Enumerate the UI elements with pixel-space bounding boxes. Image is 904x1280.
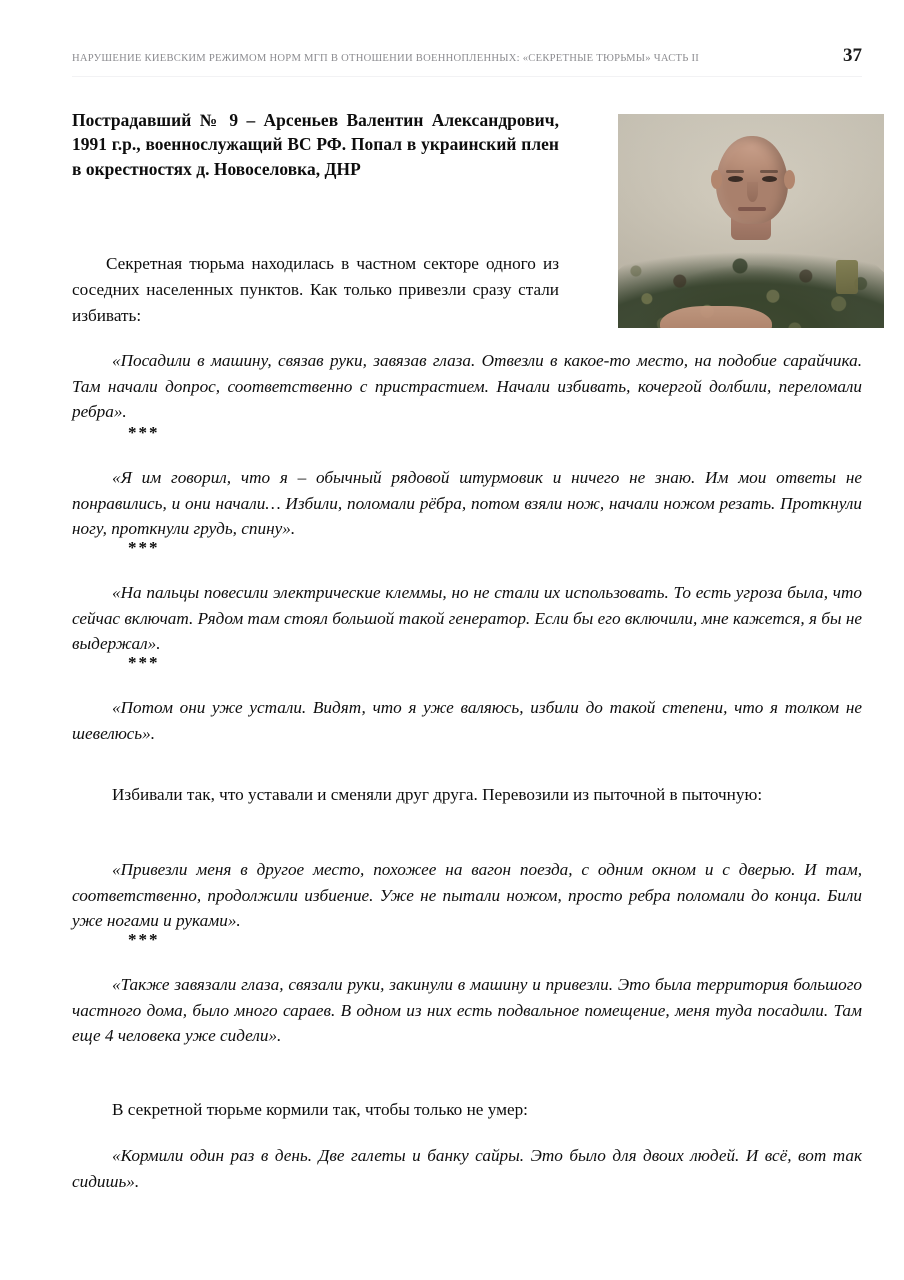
article-heading-text: Пострадавший № 9 – Арсеньев Валентин Александрович, 1991 г.р., военнослужащий ВС РФ. Попал в украинский плен в окрестностях д. Новоселовка, ДНР <box>72 109 559 180</box>
testimony-quote-2 <box>72 465 862 541</box>
section-separator-3 <box>72 654 862 671</box>
intro-paragraph <box>72 251 559 328</box>
portrait-photo-figure <box>618 114 884 328</box>
section-separator-4 <box>72 931 862 948</box>
testimony-quote-1 <box>72 348 862 424</box>
intro-paragraph-text: Секретная тюрьма находилась в частном секторе одного из соседних населенных пунктов. Как только привезли сразу стали избивать: <box>72 254 559 325</box>
testimony-quote-6-text: «Также завязали глаза, связали руки, закинули в машину и привезли. Это была территория большого частного дома, было много сараев. В одном из них есть подвальное помещение, меня туда посадили. Там еще 4 человека уже сидели». <box>72 975 862 1046</box>
narrative-paragraph-3-text: В секретной тюрьме кормили так, чтобы только не умер: <box>112 1100 528 1120</box>
testimony-quote-7-text: «Кормили один раз в день. Две галеты и банку сайры. Это было для двоих людей. И всё, вот так сидишь». <box>72 1146 862 1191</box>
narrative-paragraph-2-text: Избивали так, что уставали и сменяли друг друга. Перевозили из пыточной в пыточную: <box>112 785 763 805</box>
header-rule-divider <box>72 76 862 77</box>
testimony-quote-3 <box>72 580 862 656</box>
running-header <box>72 46 862 72</box>
article-heading <box>72 108 559 182</box>
testimony-quote-3-text: «На пальцы повесили электрические клеммы, но не стали их использовать. То есть угроза была, что сейчас включат. Рядом там стоял большой такой генератор. Если бы его включили, мне кажется, я бы не выдержал». <box>72 583 862 654</box>
page-number: 37 <box>843 45 862 66</box>
running-header-title: НАРУШЕНИЕ КИЕВСКИМ РЕЖИМОМ НОРМ МГП В ОТНОШЕНИИ ВОЕННОПЛЕННЫХ: «СЕКРЕТНЫЕ ТЮРЬМЫ» ЧАСТЬ II <box>72 53 700 64</box>
testimony-quote-5 <box>72 857 862 933</box>
section-separator-2-text: *** <box>128 538 160 557</box>
ear-right <box>784 170 795 189</box>
eye-left <box>728 176 743 182</box>
nose <box>747 182 758 202</box>
sleeve-patch <box>836 260 858 294</box>
portrait-photo-image <box>618 114 884 328</box>
section-separator-3-text: *** <box>128 653 160 672</box>
section-separator-1 <box>72 424 862 441</box>
narrative-paragraph-3 <box>72 1097 862 1122</box>
testimony-quote-7 <box>72 1143 862 1194</box>
section-separator-1-text: *** <box>128 423 160 442</box>
hands <box>660 306 772 328</box>
mouth <box>738 207 766 211</box>
testimony-quote-4-text: «Потом они уже устали. Видят, что я уже валяюсь, избили до такой степени, что я толком не шевелюсь». <box>72 698 862 743</box>
testimony-quote-5-text: «Привезли меня в другое место, похожее на вагон поезда, с одним окном и с дверью. И там, соответственно, продолжили избиение. Уже не пытали ножом, просто ребра поломали до конца. Били уже ногами и руками». <box>72 860 862 931</box>
testimony-quote-1-text: «Посадили в машину, связав руки, завязав глаза. Отвезли в какое-то место, на подобие сарайчика. Там начали допрос, соответственно с пристрастием. Начали избивать, кочергой долбили, переломали ребра». <box>72 351 862 422</box>
eyebrow-right <box>760 170 778 173</box>
section-separator-4-text: *** <box>128 930 160 949</box>
eye-right <box>762 176 777 182</box>
eyebrow-left <box>726 170 744 173</box>
section-separator-2 <box>72 539 862 556</box>
narrative-paragraph-2 <box>72 782 862 807</box>
ear-left <box>711 170 722 189</box>
testimony-quote-4 <box>72 695 862 746</box>
testimony-quote-6 <box>72 972 862 1048</box>
testimony-quote-2-text: «Я им говорил, что я – обычный рядовой штурмовик и ничего не знаю. Им мои ответы не понравились, и они начали… Избили, поломали рёбра, потом взяли нож, начали ножом резать. Проткнули ногу, проткнули грудь, спину». <box>72 468 862 539</box>
